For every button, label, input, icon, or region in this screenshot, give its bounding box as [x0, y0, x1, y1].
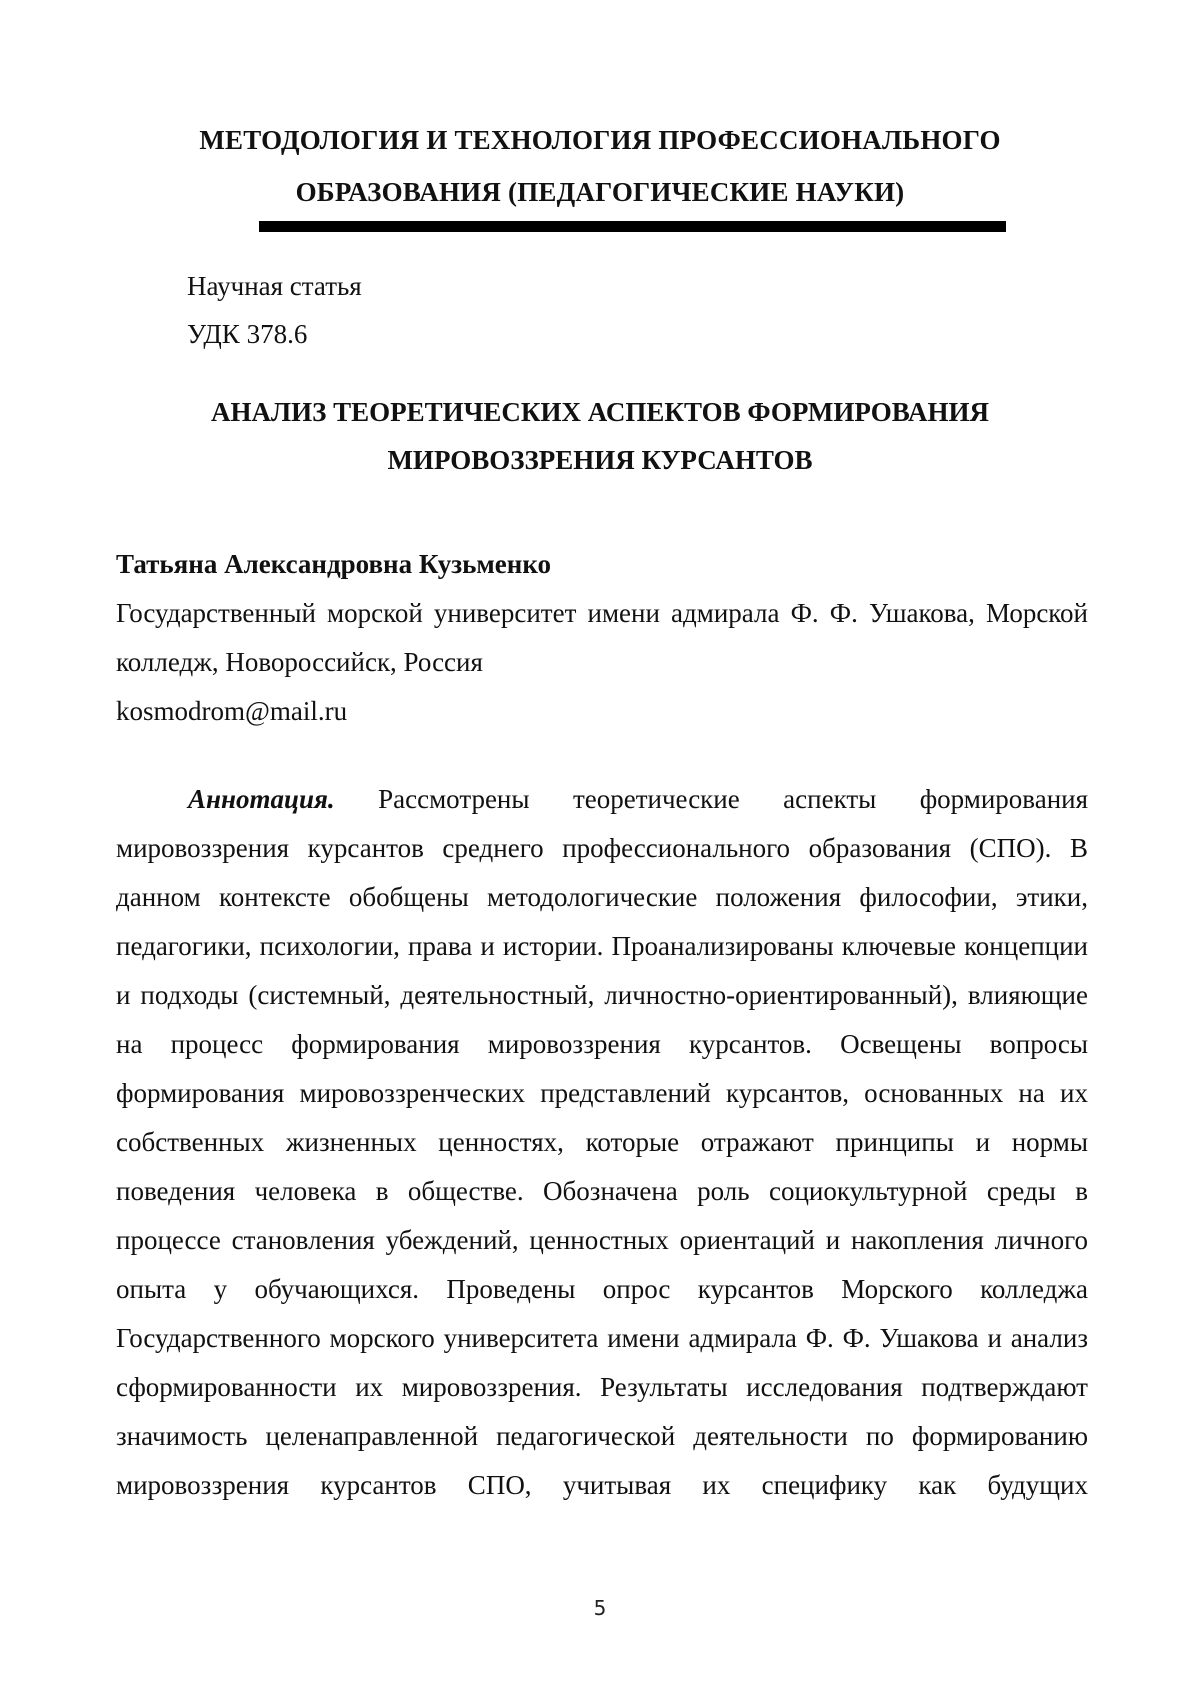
- article-title-line-2: МИРОВОЗЗРЕНИЯ КУРСАНТОВ: [387, 445, 813, 475]
- abstract-label: Аннотация.: [188, 784, 335, 814]
- udc-code: УДК 378.6: [187, 319, 308, 349]
- abstract: [116, 775, 1088, 1510]
- author-email[interactable]: kosmodrom@mail.ru: [116, 696, 348, 726]
- author-block: [116, 540, 1088, 736]
- section-header-line-2: ОБРАЗОВАНИЯ (ПЕДАГОГИЧЕСКИЕ НАУКИ): [295, 177, 905, 207]
- article-meta: [187, 262, 362, 358]
- author-affiliation: Государственный морской университет имени адмирала Ф. Ф. Ушакова, Морской колледж, Новороссийск, Россия: [116, 598, 1088, 677]
- author-name: Татьяна Александровна Кузьменко: [116, 549, 552, 579]
- section-header: [150, 114, 1050, 218]
- page-number: 5: [593, 1596, 607, 1620]
- abstract-text: Рассмотрены теоретические аспекты формирования мировоззрения курсантов среднего профессионального образования (СПО). В данном контексте обобщены методологические положения философии, этики, педагогики, психологии, права и истории. Проанализированы ключевые концепции и подходы (системный, деятельностный, личностно-ориентированный), влияющие на процесс формирования мировоззрения курсантов. Освещены вопросы формирования мировоззренческих представлений курсантов, основанных на их собственных жизненных ценностях, которые отражают принципы и нормы поведения человека в обществе. Обозначена роль социокультурной среды в процессе становления убеждений, ценностных ориентаций и накопления личного опыта у обучающихся. Проведены опрос курсантов Морского колледжа Государственного морского университета имени адмирала Ф. Ф. Ушакова и анализ сформированности их мировоззрения. Результаты исследования подтверждают значимость целенаправленной педагогической деятельности по формированию мировоззрения курсантов СПО, учитывая их специфику как будущих: [116, 784, 1089, 1500]
- article-title: [150, 388, 1050, 484]
- section-divider: [259, 221, 1006, 232]
- section-header-line-1: МЕТОДОЛОГИЯ И ТЕХНОЛОГИЯ ПРОФЕССИОНАЛЬНОГО: [199, 125, 1001, 155]
- article-title-line-1: АНАЛИЗ ТЕОРЕТИЧЕСКИХ АСПЕКТОВ ФОРМИРОВАНИЯ: [210, 397, 990, 427]
- article-type: Научная статья: [187, 271, 362, 301]
